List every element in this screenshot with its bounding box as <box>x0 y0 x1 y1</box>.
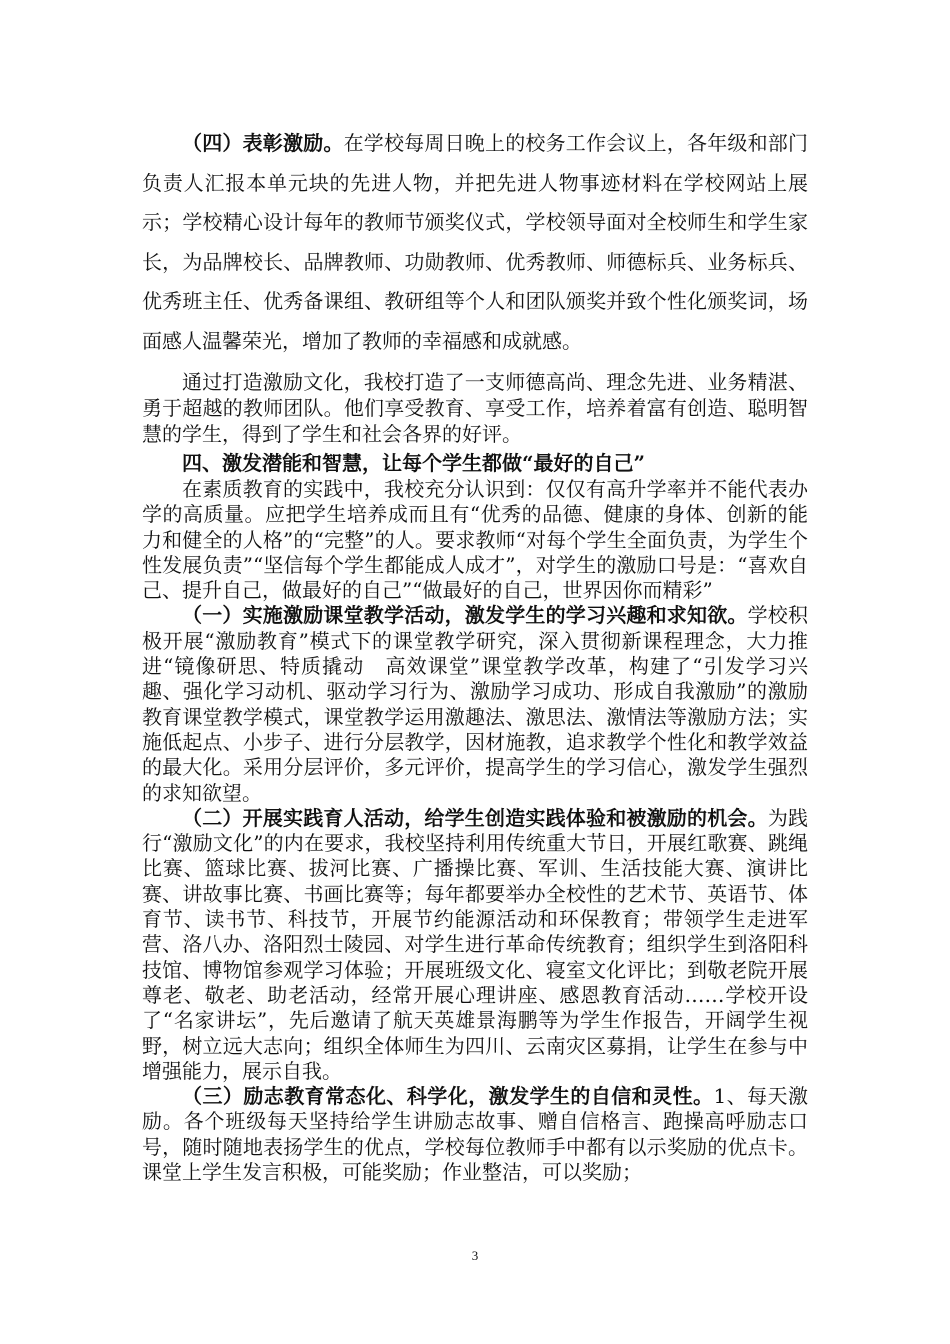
paragraph-quality-education <box>142 477 808 603</box>
document-body <box>142 124 808 1185</box>
section-heading-commendation: （四）表彰激励。 <box>182 131 344 155</box>
section-heading-inspiration: （三）励志教育常态化、科学化，激发学生的自信和灵性。 <box>182 1084 714 1109</box>
section-heading-practice: （二）开展实践育人活动，给学生创造实践体验和被激励的机会。 <box>182 805 768 830</box>
paragraph-classroom-teaching <box>142 603 808 805</box>
paragraph-text: 为践行“激励文化”的内在要求，我校坚持利用传统重大节日，开展红歌赛、跳绳比赛、篮球比赛、拔河比赛、广播操比赛、军训、生活技能大赛、演讲比赛、讲故事比赛、书画比赛等；每年都要举办全校性的艺术节、英语节、体育节、读书节、科技节，开展节约能源活动和环保教育；带领学生走进军营、洛八办、洛阳烈士陵园、对学生进行革命传统教育；组织学生到洛阳科技馆、博物馆参观学习体验；开展班级文化、寝室文化评比；到敬老院开展尊老、敬老、助老活动，经常开展心理讲座、感恩教育活动……学校开设了“名家讲坛”，先后邀请了航天英雄景海鹏等为学生作报告，开阔学生视野，树立远大志向；组织全体师生为四川、云南灾区募捐，让学生在参与中增强能力，展示自我。 <box>142 805 809 1083</box>
page-number: 3 <box>471 1248 479 1263</box>
paragraph-commendation <box>142 124 808 361</box>
paragraph-practice-activities <box>142 806 808 1084</box>
paragraph-text: 通过打造激励文化，我校打造了一支师德高尚、理念先进、业务精湛、勇于超越的教师团队。他们享受教育、享受工作，培养着富有创造、聪明智慧的学生，得到了学生和社会各界的好评。 <box>142 370 808 446</box>
chapter-heading-four: 四、激发潜能和智慧，让每个学生都做“最好的自己” <box>182 451 646 475</box>
paragraph-teacher-team <box>142 369 808 447</box>
section-heading-classroom: （一）实施激励课堂教学活动，激发学生的学习兴趣和求知欲。 <box>182 603 748 628</box>
paragraph-inspirational-education <box>142 1084 808 1185</box>
paragraph-text: 在素质教育的实践中，我校充分认识到：仅仅有高升学率并不能代表办学的高质量。应把学生培养成而且有“优秀的品德、健康的身体、创新的能力和健全的人格”的“完整”的人。要求教师“对每个学生全面负责，为学生个性发展负责”“坚信每个学生都能成人成才”，对学生的激励口号是：“喜欢自己、提升自己，做最好的自己”“做最好的自己，世界因你而精彩” <box>142 477 808 603</box>
paragraph-text: 学校积极开展“激励教育”模式下的课堂教学研究，深入贯彻新课程理念，大力推进“镜像研思、特质撬动 高效课堂”课堂教学改革，构建了“引发学习兴趣、强化学习动机、驱动学习行为、激励学习成功、形成自我激励”的激励教育课堂教学模式，课堂教学运用激趣法、激思法、激情法等激励方法；实施低起点、小步子、进行分层教学，因材施教，追求教学个性化和教学效益的最大化。采用分层评价，多元评价，提高学生的学习信心，激发学生强烈的求知欲望。 <box>142 603 809 805</box>
paragraph-text: 在学校每周日晚上的校务工作会议上，各年级和部门负责人汇报本单元块的先进人物，并把先进人物事迹材料在学校网站上展示；学校精心设计每年的教师节颁奖仪式，学校领导面对全校师生和学生家长，为品牌校长、品牌教师、功勋教师、优秀教师、师德标兵、业务标兵、优秀班主任、优秀备课组、教研组等个人和团队颁奖并致个性化颁奖词，场面感人温馨荣光，增加了教师的幸福感和成就感。 <box>142 131 809 353</box>
paragraph-text: 1、每天激励。各个班级每天坚持给学生讲励志故事、赠自信格言、跑操高呼励志口号，随时随地表扬学生的优点，学校每位教师手中都有以示奖励的优点卡。课堂上学生发言积极，可能奖励；作业整洁，可以奖励； <box>142 1084 808 1185</box>
